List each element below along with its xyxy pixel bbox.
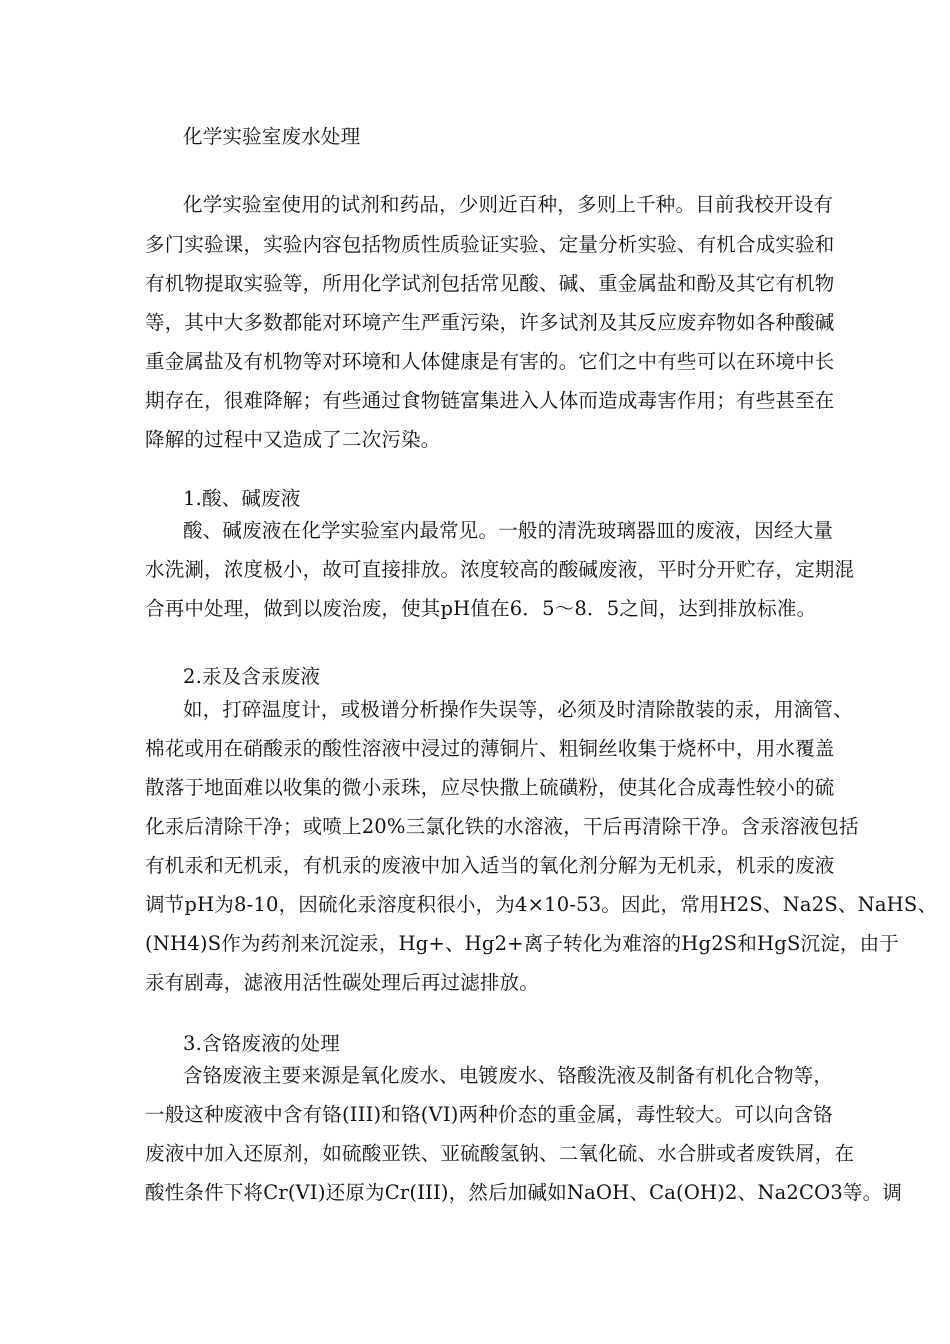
- section1-line: 合再中处理，做到以废治废，使其pH值在6．5～8．5之间，达到排放标准。: [145, 597, 817, 620]
- section2-line: (NH4)S作为药剂来沉淀汞，Hg+、Hg2+离子转化为难溶的Hg2S和HgS沉淀，由于: [145, 932, 900, 955]
- section2-line: 调节pH为8-10，因硫化汞溶度积很小，为4×10-53。因此，常用H2S、Na2S、NaHS、: [145, 893, 938, 916]
- intro-line: 有机物提取实验等，所用化学试剂包括常见酸、碱、重金属盐和酚及其它有机物: [145, 272, 835, 295]
- section1-line: 水洗涮，浓度极小，故可直接排放。浓度较高的酸碱废液，平时分开贮存，定期混: [145, 558, 855, 581]
- section2-line: 如，打碎温度计，或极谱分析操作失误等，必须及时清除散装的汞，用滴管、: [183, 698, 853, 721]
- section3-line: 废液中加入还原剂，如硫酸亚铁、亚硫酸氢钠、二氧化硫、水合肼或者废铁屑，在: [145, 1142, 855, 1165]
- section3-line: 酸性条件下将Cr(VI)还原为Cr(III)，然后加碱如NaOH、Ca(OH)2、Na2CO3等。调: [145, 1181, 903, 1204]
- intro-line: 期存在，很难降解；有些通过食物链富集进入人体而造成毒害作用；有些甚至在: [145, 389, 835, 412]
- section2-line: 散落于地面难以收集的微小汞珠，应尽快撒上硫磺粉，使其化合成毒性较小的硫: [145, 776, 835, 799]
- section2-line: 化汞后清除干净；或喷上20%三氯化铁的水溶液，干后再清除干净。含汞溶液包括: [145, 815, 859, 838]
- section2-line: 汞有剧毒，滤液用活性碳处理后再过滤排放。: [145, 971, 540, 994]
- intro-line: 重金属盐及有机物等对环境和人体健康是有害的。它们之中有些可以在环境中长: [145, 350, 835, 373]
- intro-line: 化学实验室使用的试剂和药品，少则近百种，多则上千种。目前我校开设有: [183, 193, 834, 216]
- intro-line: 降解的过程中又造成了二次污染。: [145, 428, 441, 451]
- section3-line: 一般这种废液中含有铬(III)和铬(VI)两种价态的重金属，毒性较大。可以向含铬: [145, 1103, 833, 1126]
- section2-line: 棉花或用在硝酸汞的酸性溶液中浸过的薄铜片、粗铜丝收集于烧杯中，用水覆盖: [145, 737, 835, 760]
- section-heading-chromium: 3.含铬废液的处理: [183, 1032, 340, 1055]
- section1-line: 酸、碱废液在化学实验室内最常见。一般的清洗玻璃器皿的废液，因经大量: [183, 519, 834, 542]
- section2-line: 有机汞和无机汞，有机汞的废液中加入适当的氧化剂分解为无机汞，机汞的废液: [145, 854, 835, 877]
- document-title: 化学实验室废水处理: [183, 125, 361, 148]
- section3-line: 含铬废液主要来源是氧化废水、电镀废水、铬酸洗液及制备有机化合物等，: [183, 1064, 834, 1087]
- section-heading-mercury: 2.汞及含汞废液: [183, 665, 321, 688]
- intro-line: 多门实验课，实验内容包括物质性质验证实验、定量分析实验、有机合成实验和: [145, 233, 835, 256]
- intro-line: 等，其中大多数都能对环境产生严重污染，许多试剂及其反应废弃物如各种酸碱: [145, 311, 835, 334]
- section-heading-acid-base: 1.酸、碱废液: [183, 487, 301, 510]
